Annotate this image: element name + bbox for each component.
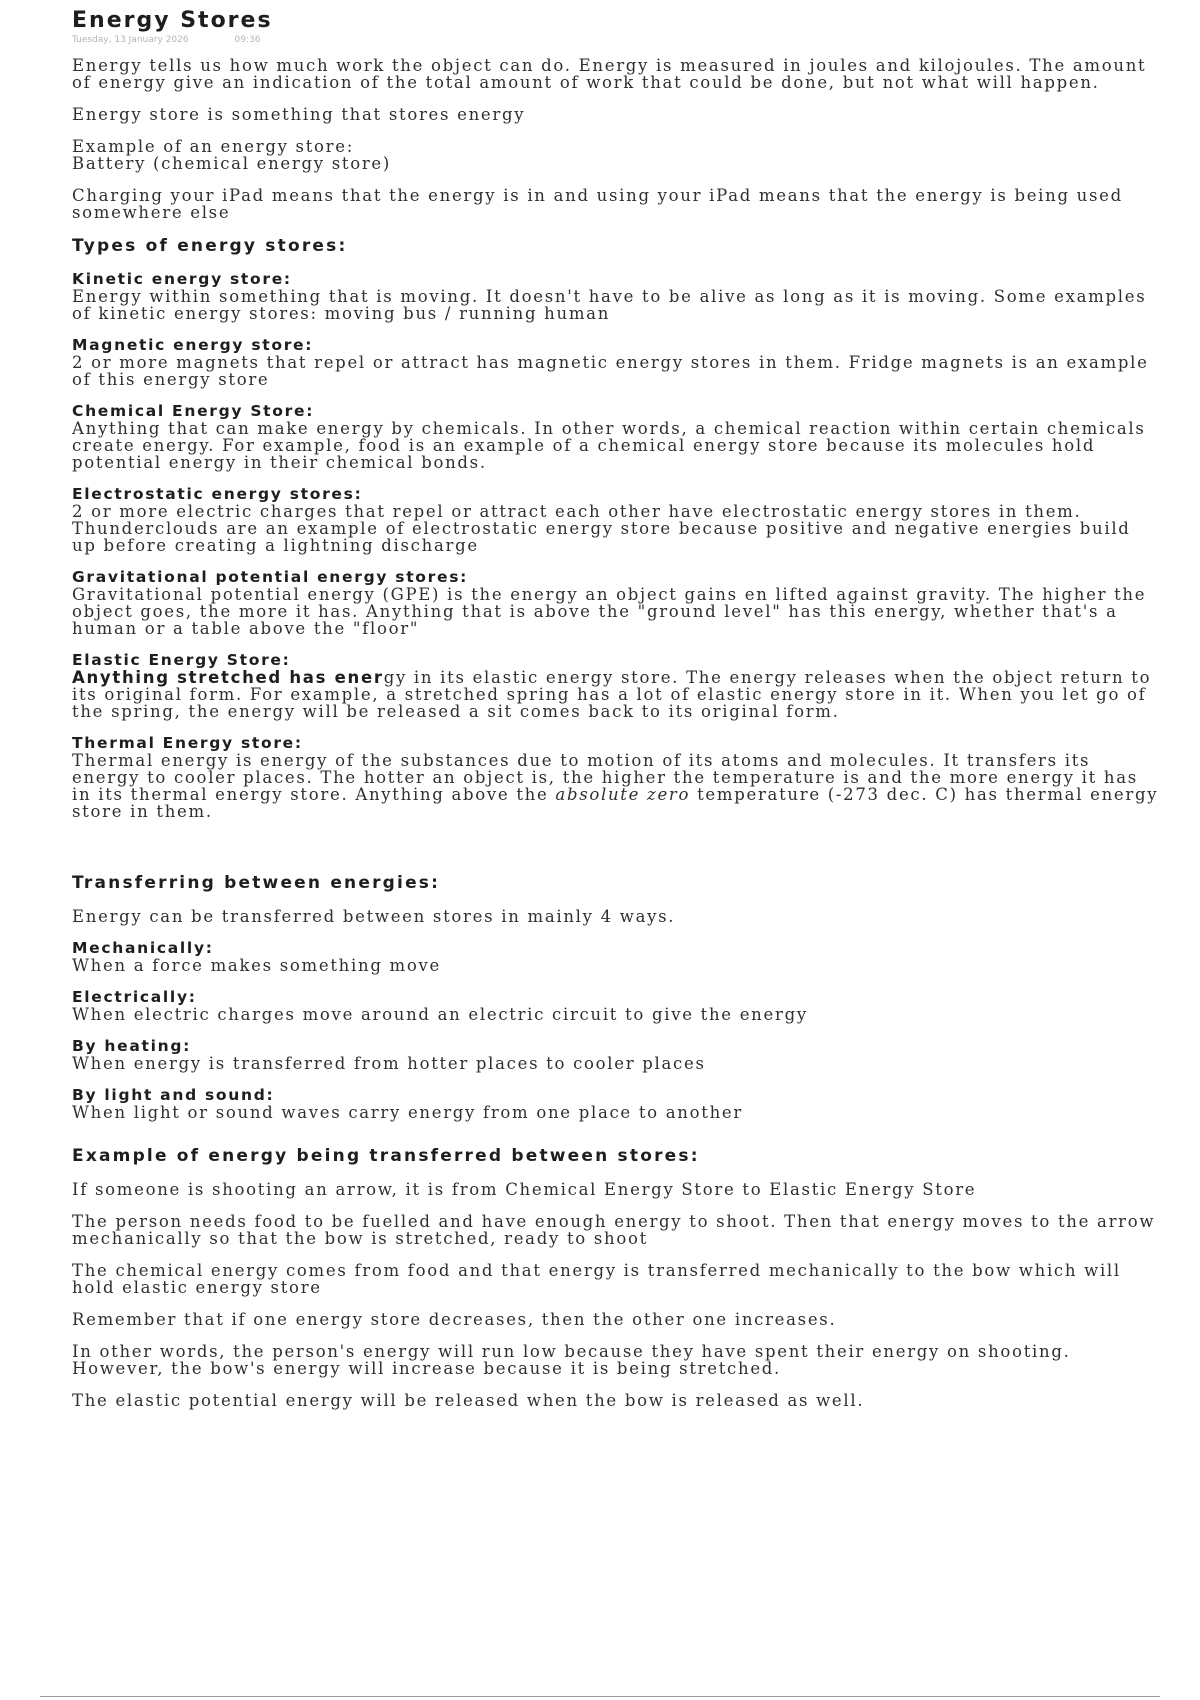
spacer <box>72 835 1160 873</box>
light-sound-label: By light and sound: <box>72 1086 275 1104</box>
electrostatic-block <box>72 486 1160 554</box>
example-block <box>72 138 1160 172</box>
example-transfer-paragraph: In other words, the person's energy will run low because they have spent their energy on shooting. However, the bow's energy will increase because it is being stretched. <box>72 1342 1071 1378</box>
mechanically-text: When a force makes something move <box>72 956 441 975</box>
example-transfer-heading: Example of energy being transferred between stores: <box>72 1146 700 1166</box>
example-transfer-paragraph: The person needs food to be fuelled and have enough energy to shoot. Then that energy moves to the arrow mechanically so that the bow is stretched, ready to shoot <box>72 1212 1156 1248</box>
magnetic-text: 2 or more magnets that repel or attract has magnetic energy stores in them. Fridge magnets is an example of this energy store <box>72 353 1149 389</box>
spacer <box>72 1136 1160 1146</box>
thermal-block <box>72 735 1160 820</box>
note-date: Tuesday, 13 January 2026 <box>72 35 189 45</box>
note-time: 09:36 <box>234 35 261 45</box>
mechanically-block <box>72 940 1160 974</box>
transfer-heading: Transferring between energies: <box>72 873 441 893</box>
chemical-label: Chemical Energy Store: <box>72 402 315 420</box>
kinetic-text: Energy within something that is moving. It doesn't have to be alive as long as it is moving. Some examples of kinetic energy stores: moving bus / running human <box>72 287 1147 323</box>
magnetic-label: Magnetic energy store: <box>72 336 314 354</box>
example-transfer-paragraph: If someone is shooting an arrow, it is from Chemical Energy Store to Elastic Energy Store <box>72 1180 977 1199</box>
electrically-text: When electric charges move around an electric circuit to give the energy <box>72 1005 808 1024</box>
note-title: Energy Stores <box>72 8 273 33</box>
electrically-block <box>72 989 1160 1023</box>
example-value: Battery (chemical energy store) <box>72 154 392 173</box>
kinetic-label: Kinetic energy store: <box>72 270 292 288</box>
energy-store-definition: Energy store is something that stores energy <box>72 105 526 124</box>
light-sound-text: When light or sound waves carry energy from one place to another <box>72 1103 743 1122</box>
thermal-absolute-zero: absolute zero <box>555 785 691 804</box>
heating-block <box>72 1038 1160 1072</box>
example-transfer-paragraph: The elastic potential energy will be released when the bow is released as well. <box>72 1391 865 1410</box>
gravitational-label: Gravitational potential energy stores: <box>72 568 469 586</box>
heating-label: By heating: <box>72 1037 192 1055</box>
elastic-bold-lead: Anything stretched has ener <box>72 668 384 687</box>
transfer-intro: Energy can be transferred between stores in mainly 4 ways. <box>72 907 676 926</box>
note-body <box>72 57 1160 1409</box>
example-transfer-paragraph: The chemical energy comes from food and that energy is transferred mechanically to the bow which will hold elastic energy store <box>72 1261 1121 1297</box>
gravitational-text: Gravitational potential energy (GPE) is the energy an object gains en lifted against gravity. The higher the object goes, the more it has. Anything that is above the "ground level" has this energy, whether that's a human or a table above the "floor" <box>72 585 1147 638</box>
kinetic-block <box>72 271 1160 322</box>
electrically-label: Electrically: <box>72 988 197 1006</box>
intro-paragraph: Energy tells us how much work the object can do. Energy is measured in joules and kilojoules. The amount of energy give an indication of the total amount of work that could be done, but not what will happen. <box>72 56 1147 92</box>
thermal-text-a: Thermal energy is energy of the substances due to motion of its atoms and molecules. It transfers its energy to cooler places. The hotter an object is, the higher the temperature is and the more energy it has in its thermal energy store. Anything above the <box>72 751 1138 804</box>
light-sound-block <box>72 1087 1160 1121</box>
gravitational-block <box>72 569 1160 637</box>
chemical-text: Anything that can make energy by chemicals. In other words, a chemical reaction within certain chemicals create energy. For example, food is an example of a chemical energy store because its molecules hold potential energy in their chemical bonds. <box>72 419 1146 472</box>
electrostatic-text: 2 or more electric charges that repel or attract each other have electrostatic energy stores in them. Thunderclouds are an example of electrostatic energy store because positive and negative energies build up before creating a lightning discharge <box>72 502 1131 555</box>
mechanically-label: Mechanically: <box>72 939 214 957</box>
note-timestamp <box>72 34 1160 47</box>
example-transfer-paragraph: Remember that if one energy store decreases, then the other one increases. <box>72 1310 837 1329</box>
thermal-text-b: temperature (-273 dec. C) has thermal energy store in them. <box>72 785 1159 821</box>
types-heading: Types of energy stores: <box>72 236 348 256</box>
heating-text: When energy is transferred from hotter places to cooler places <box>72 1054 706 1073</box>
example-label: Example of an energy store: <box>72 137 354 156</box>
elastic-block <box>72 652 1160 720</box>
charging-paragraph: Charging your iPad means that the energy is in and using your iPad means that the energy is being used somewhere else <box>72 186 1123 222</box>
thermal-label: Thermal Energy store: <box>72 734 303 752</box>
electrostatic-label: Electrostatic energy stores: <box>72 485 363 503</box>
elastic-label: Elastic Energy Store: <box>72 651 291 669</box>
magnetic-block <box>72 337 1160 388</box>
elastic-text: gy in its elastic energy store. The energy releases when the object return to its original form. For example, a stretched spring has a lot of elastic energy store in it. When you let go of the spring, the energy will be released a sit comes back to its original form. <box>72 668 1152 721</box>
chemical-block <box>72 403 1160 471</box>
page-bottom-divider <box>40 1696 1160 1697</box>
